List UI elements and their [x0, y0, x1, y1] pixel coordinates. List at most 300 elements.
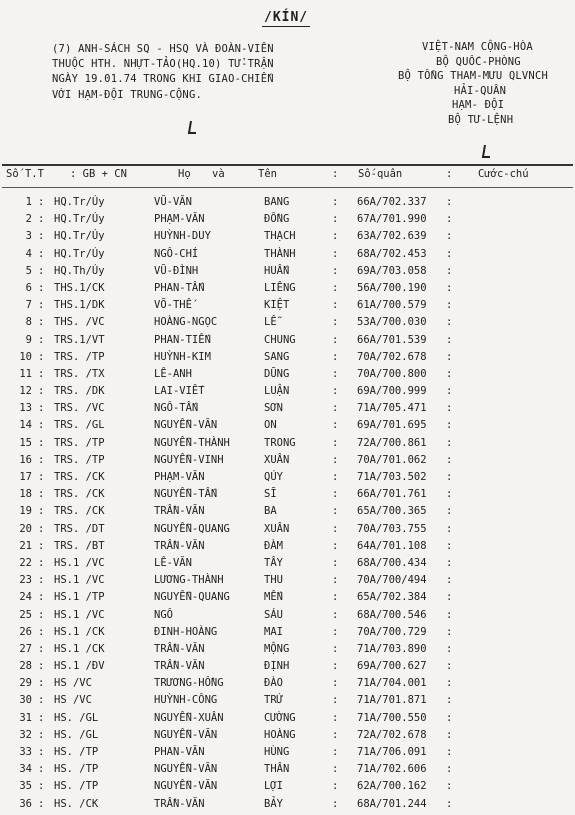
- header-separator: :: [446, 168, 453, 180]
- column-separator: :: [332, 539, 339, 552]
- service-number: 68A/700.546: [357, 608, 427, 621]
- given-name: CHUNG: [264, 333, 296, 346]
- service-number: 68A/702.453: [357, 247, 427, 260]
- column-separator: :: [446, 677, 453, 690]
- column-separator: :: [38, 367, 45, 380]
- column-separator: :: [446, 281, 453, 294]
- authority-line: HẠM- ĐỘI: [452, 99, 505, 112]
- table-row: [0, 523, 575, 540]
- column-separator: :: [38, 436, 45, 449]
- table-row: [0, 230, 575, 247]
- family-name: NGÔ: [154, 608, 173, 621]
- row-number: 5: [25, 264, 32, 277]
- service-number: 66A/702.337: [357, 196, 427, 208]
- family-name: LÊ-ANH: [154, 367, 192, 380]
- given-name: DŨNG: [264, 367, 290, 380]
- family-name: VŨ-VĂN: [154, 196, 192, 208]
- column-separator: :: [446, 797, 453, 810]
- column-separator: :: [446, 436, 453, 449]
- rank-branch: HS. /CK: [54, 797, 99, 810]
- header-ho: Họ: [178, 168, 191, 180]
- given-name: BA: [264, 505, 277, 518]
- family-name: NGUYỄN-XUÂN: [154, 711, 224, 724]
- given-name: CƯỜNG: [264, 711, 296, 724]
- family-name: NGUYỄN-VĂN: [154, 780, 218, 793]
- table-row: [0, 385, 575, 402]
- column-separator: :: [446, 247, 453, 260]
- authority-line: BỘ QUỐC-PHÒNG: [436, 55, 521, 68]
- rank-branch: TRS. /TP: [54, 436, 105, 449]
- column-separator: :: [446, 299, 453, 312]
- table-row: [0, 419, 575, 436]
- table-row: [0, 454, 575, 471]
- classification-mark: /KÍN/: [264, 10, 309, 25]
- rank-branch: TRS.1/VT: [54, 333, 105, 346]
- given-name: SÁU: [264, 608, 283, 621]
- table-row: [0, 729, 575, 746]
- column-separator: :: [38, 763, 45, 776]
- row-number: 13: [19, 402, 32, 415]
- service-number: 66A/701.539: [357, 333, 427, 346]
- given-name: HUẤN: [264, 264, 290, 277]
- rank-branch: HS.1 /ĐV: [54, 660, 105, 673]
- header-separator: :: [332, 168, 339, 180]
- roster-table: [0, 196, 575, 815]
- column-separator: :: [38, 780, 45, 793]
- family-name: PHAN-TIẾN: [154, 333, 211, 346]
- service-number: 68A/701.244: [357, 797, 427, 810]
- column-separator: :: [38, 230, 45, 243]
- given-name: SĨ: [264, 488, 277, 501]
- service-number: 69A/700.627: [357, 660, 427, 673]
- row-number: 16: [19, 453, 32, 466]
- column-separator: :: [332, 522, 339, 535]
- header-stt: Số T.T: [6, 168, 44, 180]
- column-separator: :: [332, 316, 339, 329]
- column-separator: :: [38, 642, 45, 655]
- family-name: TRẦN-VĂN: [154, 797, 205, 810]
- column-separator: :: [332, 367, 339, 380]
- rank-branch: TRS. /DK: [54, 385, 105, 398]
- row-number: 33: [19, 746, 32, 758]
- column-separator: :: [446, 453, 453, 466]
- given-name: XUÂN: [264, 522, 290, 535]
- column-separator: :: [38, 574, 45, 587]
- rank-branch: TRS. /CK: [54, 505, 105, 518]
- column-separator: :: [332, 471, 339, 483]
- rank-branch: HS /VC: [54, 694, 92, 707]
- table-header: [0, 168, 575, 186]
- given-name: QÚY: [264, 471, 283, 483]
- table-row: [0, 660, 575, 677]
- table-row: [0, 574, 575, 591]
- rank-branch: HS. /GL: [54, 728, 99, 741]
- column-separator: :: [332, 213, 339, 226]
- column-separator: :: [38, 419, 45, 432]
- column-separator: :: [38, 728, 45, 741]
- column-separator: :: [332, 797, 339, 810]
- service-number: 67A/701.990: [357, 213, 427, 226]
- table-top-rule: [2, 164, 573, 166]
- row-number: 2: [25, 213, 32, 226]
- row-number: 29: [19, 677, 32, 690]
- given-name: MỘNG: [264, 642, 290, 655]
- column-separator: :: [38, 299, 45, 312]
- column-separator: :: [446, 728, 453, 741]
- family-name: PHẠM-VĂN: [154, 471, 205, 483]
- family-name: NGÔ-CHÍ: [154, 247, 199, 260]
- column-separator: :: [446, 213, 453, 226]
- given-name: LUẬN: [264, 385, 290, 398]
- row-number: 1: [25, 196, 32, 208]
- row-number: 10: [19, 350, 32, 363]
- column-separator: :: [38, 797, 45, 810]
- row-number: 18: [19, 488, 32, 501]
- family-name: TRƯƠNG-HỒNG: [154, 677, 224, 690]
- service-number: 69A/701.695: [357, 419, 427, 432]
- column-separator: :: [446, 367, 453, 380]
- column-separator: :: [38, 711, 45, 724]
- column-separator: :: [332, 574, 339, 587]
- row-number: 21: [19, 539, 32, 552]
- title-line: THUỘC HTH. NHỰT-TẢO(HQ.10) TỬ-TRẬN: [52, 58, 274, 71]
- family-name: NGÔ-TẤN: [154, 402, 199, 415]
- column-separator: :: [446, 574, 453, 587]
- given-name: ON: [264, 419, 277, 432]
- rank-branch: TRS. /CK: [54, 471, 105, 483]
- given-name: LỄ: [264, 316, 277, 329]
- column-separator: :: [332, 763, 339, 776]
- family-name: NGUYỄN-VĂN: [154, 419, 218, 432]
- column-separator: :: [38, 264, 45, 277]
- document-title: [52, 42, 274, 103]
- table-row: [0, 763, 575, 780]
- service-number: 70A/703.755: [357, 522, 427, 535]
- rank-branch: HS.1 /VC: [54, 556, 105, 569]
- column-separator: :: [446, 763, 453, 776]
- column-separator: :: [332, 660, 339, 673]
- rank-branch: HQ.Tr/Úy: [54, 247, 105, 260]
- row-number: 6: [25, 281, 32, 294]
- rank-branch: HS.1 /VC: [54, 574, 105, 587]
- column-separator: :: [38, 402, 45, 415]
- column-separator: :: [332, 711, 339, 724]
- column-separator: :: [332, 196, 339, 208]
- service-number: 70A/700.729: [357, 625, 427, 638]
- row-number: 7: [25, 299, 32, 312]
- family-name: NGUYỄN-VĂN: [154, 728, 218, 741]
- table-row: [0, 712, 575, 729]
- rank-branch: TRS. /VC: [54, 402, 105, 415]
- table-row: [0, 505, 575, 522]
- column-separator: :: [38, 281, 45, 294]
- column-separator: :: [332, 264, 339, 277]
- column-separator: :: [38, 488, 45, 501]
- column-separator: :: [332, 281, 339, 294]
- service-number: 56A/700.190: [357, 281, 427, 294]
- family-name: NGUYỄN-QUANG: [154, 591, 230, 604]
- service-number: 61A/700.579: [357, 299, 427, 312]
- table-header-rule: [2, 187, 573, 188]
- table-row: [0, 213, 575, 230]
- row-number: 36: [19, 797, 32, 810]
- issuing-authority: [392, 40, 548, 128]
- table-row: [0, 196, 575, 213]
- given-name: TRỨ: [264, 694, 283, 707]
- column-separator: :: [446, 264, 453, 277]
- service-number: 70A/701.062: [357, 453, 427, 466]
- row-number: 8: [25, 316, 32, 329]
- column-separator: :: [446, 471, 453, 483]
- service-number: 71A/700.550: [357, 711, 427, 724]
- table-row: [0, 694, 575, 711]
- family-name: LAI-VIẾT: [154, 385, 205, 398]
- service-number: 66A/701.761: [357, 488, 427, 501]
- header-gb-cn: : GB + CN: [70, 168, 127, 180]
- column-separator: :: [332, 556, 339, 569]
- family-name: HOÀNG-NGỌC: [154, 316, 218, 329]
- column-separator: :: [446, 316, 453, 329]
- service-number: 71A/703.502: [357, 471, 427, 483]
- service-number: 72A/700.861: [357, 436, 427, 449]
- column-separator: :: [446, 556, 453, 569]
- rank-branch: TRS. /TP: [54, 453, 105, 466]
- column-separator: :: [38, 556, 45, 569]
- column-separator: :: [446, 196, 453, 208]
- given-name: KIỆT: [264, 299, 290, 312]
- family-name: HUỲNH-CÔNG: [154, 694, 218, 707]
- rank-branch: THS.1/DK: [54, 299, 105, 312]
- given-name: HÙNG: [264, 746, 290, 758]
- row-number: 32: [19, 728, 32, 741]
- service-number: 71A/705.471: [357, 402, 427, 415]
- column-separator: :: [38, 213, 45, 226]
- given-name: LỢI: [264, 780, 283, 793]
- column-separator: :: [446, 642, 453, 655]
- table-row: [0, 643, 575, 660]
- rank-branch: HS.1 /TP: [54, 591, 105, 604]
- authority-line: HẢI-QUÂN: [454, 84, 507, 97]
- family-name: HUỲNH-DUY: [154, 230, 211, 243]
- service-number: 69A/700.999: [357, 385, 427, 398]
- column-separator: :: [38, 453, 45, 466]
- given-name: THÀNH: [264, 247, 296, 260]
- column-separator: :: [446, 488, 453, 501]
- given-name: THU: [264, 574, 283, 587]
- given-name: ĐỊNH: [264, 660, 290, 673]
- column-separator: :: [332, 488, 339, 501]
- column-separator: :: [332, 694, 339, 707]
- given-name: TÂY: [264, 556, 283, 569]
- column-separator: :: [332, 230, 339, 243]
- family-name: TRẦN-VĂN: [154, 642, 205, 655]
- rank-branch: THS. /VC: [54, 316, 105, 329]
- rank-branch: HS.1 /VC: [54, 608, 105, 621]
- column-separator: :: [38, 471, 45, 483]
- table-row: [0, 677, 575, 694]
- family-name: NGUYỄN-VINH: [154, 453, 224, 466]
- row-number: 12: [19, 385, 32, 398]
- row-number: 31: [19, 711, 32, 724]
- column-separator: :: [38, 333, 45, 346]
- column-separator: :: [38, 660, 45, 673]
- rank-branch: TRS. /DT: [54, 522, 105, 535]
- column-separator: :: [446, 230, 453, 243]
- row-number: 4: [25, 247, 32, 260]
- column-separator: :: [38, 247, 45, 260]
- rank-branch: HS. /TP: [54, 746, 99, 758]
- rank-branch: HS.1 /CK: [54, 642, 105, 655]
- column-separator: :: [446, 694, 453, 707]
- column-separator: :: [38, 625, 45, 638]
- given-name: ĐÀM: [264, 539, 283, 552]
- service-number: 65A/700.365: [357, 505, 427, 518]
- authority-line: BỘ TỔNG THAM-MƯU QLVNCH: [398, 70, 548, 83]
- column-separator: :: [332, 299, 339, 312]
- column-separator: :: [332, 591, 339, 604]
- table-row: [0, 780, 575, 797]
- column-separator: :: [38, 350, 45, 363]
- column-separator: :: [446, 780, 453, 793]
- rank-branch: THS.1/CK: [54, 281, 105, 294]
- family-name: ĐINH-HOÀNG: [154, 625, 218, 638]
- title-line: (7) ANH-SÁCH SQ - HSQ VÀ ĐOÀN-VIÊN: [52, 43, 274, 55]
- column-separator: :: [446, 591, 453, 604]
- row-number: 34: [19, 763, 32, 776]
- given-name: SANG: [264, 350, 290, 363]
- service-number: 70A/700/494: [357, 574, 427, 587]
- table-row: [0, 746, 575, 763]
- column-separator: :: [38, 677, 45, 690]
- column-separator: :: [446, 660, 453, 673]
- family-name: VŨ-ĐÌNH: [154, 264, 199, 277]
- service-number: 63A/702.639: [357, 230, 427, 243]
- column-separator: :: [332, 333, 339, 346]
- column-separator: :: [38, 505, 45, 518]
- family-name: TRẦN-VĂN: [154, 505, 205, 518]
- column-separator: :: [446, 350, 453, 363]
- handwritten-mark: [186, 120, 198, 136]
- service-number: 70A/702.678: [357, 350, 427, 363]
- title-line: NGÀY 19.01.74 TRONG KHI GIAO-CHIẾN: [52, 73, 274, 86]
- family-name: NGUYỄN-TẤN: [154, 488, 218, 501]
- given-name: BANG: [264, 196, 290, 208]
- column-separator: :: [332, 402, 339, 415]
- family-name: NGUYỄN-QUANG: [154, 522, 230, 535]
- rank-branch: HS. /TP: [54, 763, 99, 776]
- family-name: NGUYỄN-THÀNH: [154, 436, 230, 449]
- rank-branch: HS.1 /CK: [54, 625, 105, 638]
- table-row: [0, 299, 575, 316]
- column-separator: :: [446, 385, 453, 398]
- table-row: [0, 402, 575, 419]
- family-name: TRẦN-VĂN: [154, 660, 205, 673]
- rank-branch: HQ.Tr/Úy: [54, 213, 105, 226]
- service-number: 70A/700.800: [357, 367, 427, 380]
- column-separator: :: [332, 625, 339, 638]
- column-separator: :: [446, 505, 453, 518]
- header-so-quan: Số-quân: [358, 168, 403, 180]
- table-row: [0, 609, 575, 626]
- given-name: BẢY: [264, 797, 283, 810]
- table-row: [0, 437, 575, 454]
- table-row: [0, 557, 575, 574]
- given-name: MAI: [264, 625, 283, 638]
- header-va: và: [212, 168, 225, 180]
- table-row: [0, 316, 575, 333]
- family-name: PHAN-TẤN: [154, 281, 205, 294]
- row-number: 19: [19, 505, 32, 518]
- column-separator: :: [332, 385, 339, 398]
- service-number: 62A/700.162: [357, 780, 427, 793]
- service-number: 53A/700.030: [357, 316, 427, 329]
- given-name: THÂN: [264, 763, 290, 776]
- family-name: TRẦN-VĂN: [154, 539, 205, 552]
- rank-branch: TRS. /CK: [54, 488, 105, 501]
- column-separator: :: [332, 642, 339, 655]
- service-number: 71A/703.890: [357, 642, 427, 655]
- row-number: 9: [25, 333, 32, 346]
- column-separator: :: [332, 419, 339, 432]
- rank-branch: HS. /TP: [54, 780, 99, 793]
- column-separator: :: [446, 711, 453, 724]
- column-separator: :: [446, 333, 453, 346]
- table-row: [0, 471, 575, 488]
- rank-branch: HQ.Th/Úy: [54, 264, 105, 277]
- rank-branch: TRS. /TP: [54, 350, 105, 363]
- table-row: [0, 488, 575, 505]
- family-name: NGUYỄN-VĂN: [154, 763, 218, 776]
- given-name: LIÊNG: [264, 281, 296, 294]
- given-name: TRONG: [264, 436, 296, 449]
- row-number: 15: [19, 436, 32, 449]
- row-number: 20: [19, 522, 32, 535]
- family-name: HUỲNH-KIM: [154, 350, 211, 363]
- family-name: LƯƠNG-THÀNH: [154, 574, 224, 587]
- column-separator: :: [446, 746, 453, 758]
- row-number: 25: [19, 608, 32, 621]
- column-separator: :: [332, 247, 339, 260]
- row-number: 17: [19, 471, 32, 483]
- row-number: 3: [25, 230, 32, 243]
- family-name: PHAN-VĂN: [154, 746, 205, 758]
- service-number: 71A/706.091: [357, 746, 427, 758]
- authority-line: BỘ TƯ-LỆNH: [448, 113, 514, 126]
- table-row: [0, 334, 575, 351]
- table-row: [0, 798, 575, 815]
- column-separator: :: [332, 608, 339, 621]
- given-name: HOÀNG: [264, 728, 296, 741]
- column-separator: :: [446, 419, 453, 432]
- given-name: ĐÀO: [264, 677, 283, 690]
- table-row: [0, 265, 575, 282]
- rank-branch: HS /VC: [54, 677, 92, 690]
- row-number: 28: [19, 660, 32, 673]
- service-number: 68A/700.434: [357, 556, 427, 569]
- service-number: 69A/703.058: [357, 264, 427, 277]
- row-number: 30: [19, 694, 32, 707]
- table-row: [0, 282, 575, 299]
- row-number: 22: [19, 556, 32, 569]
- title-line: VỚI HẠM-ĐỘI TRUNG-CỘNG.: [52, 88, 202, 101]
- rank-branch: TRS. /TX: [54, 367, 105, 380]
- service-number: 65A/702.384: [357, 591, 427, 604]
- rank-branch: HQ.Tr/Úy: [54, 196, 105, 208]
- column-separator: :: [332, 436, 339, 449]
- authority-line: VIỆT-NAM CỘNG-HÒA: [422, 41, 533, 53]
- header-cuoc-chu: Cước-chú: [478, 168, 529, 180]
- row-number: 26: [19, 625, 32, 638]
